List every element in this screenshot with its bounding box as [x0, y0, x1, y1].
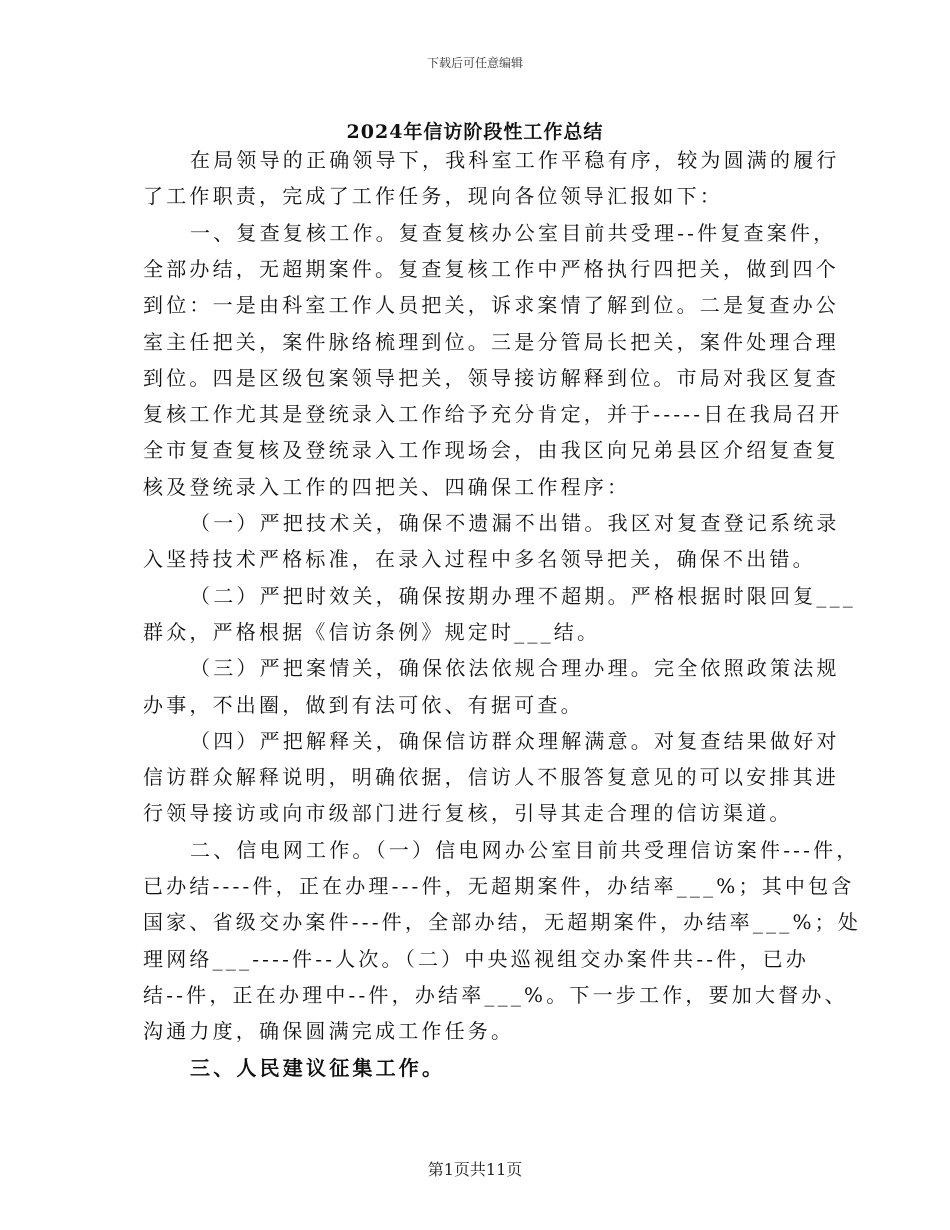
page-footer: 第1页共11页	[427, 1160, 523, 1179]
paragraph-line: 入坚持技术严格标准，在录入过程中多名领导把关，确保不出错。	[143, 547, 816, 572]
paragraph-line: 二、信电网工作。（一）信电网办公室目前共受理信访案件---件，	[190, 837, 860, 862]
paragraph-line: （二）严把时效关，确保按期办理不超期。严格根据时限回复___	[190, 583, 856, 608]
paragraph-line: 室主任把关，案件脉络梳理到位。三是分管局长把关，案件处理合理	[143, 329, 839, 354]
paragraph-line: 复核工作尤其是登统录入工作给予充分肯定，并于-----日在我局召开	[143, 402, 843, 427]
paragraph-line: 三、人民建议征集工作。	[190, 1055, 446, 1080]
paragraph-line: 群众，严格根据《信访条例》规定时___结。	[143, 619, 601, 644]
document-title: 2024年信访阶段性工作总结	[346, 121, 604, 143]
paragraph-line: 到位：一是由科室工作人员把关，诉求案情了解到位。二是复查办公	[143, 293, 839, 318]
paragraph-line: 全市复查复核及登统录入工作现场会，由我区向兄弟县区介绍复查复	[143, 438, 839, 463]
paragraph-line: 信访群众解释说明，明确依据，信访人不服答复意见的可以安排其进	[143, 765, 839, 790]
paragraph-line: （一）严把技术关，确保不遗漏不出错。我区对复查登记系统录	[190, 511, 840, 535]
page-header: 下载后可任意编辑	[426, 56, 523, 70]
paragraph-line: 到位。四是区级包案领导把关，领导接访解释到位。市局对我区复查	[143, 365, 839, 390]
paragraph-line: 一、复查复核工作。复查复核办公室目前共受理--件复查案件，	[190, 220, 837, 245]
paragraph-line: 行领导接访或向市级部门进行复核，引导其走合理的信访渠道。	[143, 801, 793, 826]
paragraph-line: 了工作职责，完成了工作任务，现向各位领导汇报如下：	[143, 184, 723, 209]
paragraph-line: 全部办结，无超期案件。复查复核工作中严格执行四把关，做到四个	[143, 256, 839, 281]
paragraph-line: 结--件，正在办理中--件，办结率___%。下一步工作，要加大督办、	[143, 982, 848, 1007]
paragraph-line: 理网络___----件--人次。（二）中央巡视组交办案件共--件，已办	[143, 946, 810, 971]
paragraph-line: 沟通力度，确保圆满完成工作任务。	[143, 1019, 515, 1044]
paragraph-line: 核及登统录入工作的四把关、四确保工作程序：	[143, 474, 631, 499]
paragraph-line: 已办结----件，正在办理---件，无超期案件，办结率___%；其中包含	[143, 874, 855, 898]
paragraph-line: 办事，不出圈，做到有法可依、有据可查。	[143, 692, 584, 717]
paragraph-line: （四）严把解释关，确保信访群众理解满意。对复查结果做好对	[190, 728, 840, 753]
paragraph-line: 国家、省级交办案件---件，全部办结，无超期案件，办结率___%；处	[143, 910, 862, 935]
paragraph-line: （三）严把案情关，确保依法依规合理办理。完全依照政策法规	[190, 656, 840, 681]
paragraph-line: 在局领导的正确领导下，我科室工作平稳有序，较为圆满的履行	[190, 148, 840, 172]
